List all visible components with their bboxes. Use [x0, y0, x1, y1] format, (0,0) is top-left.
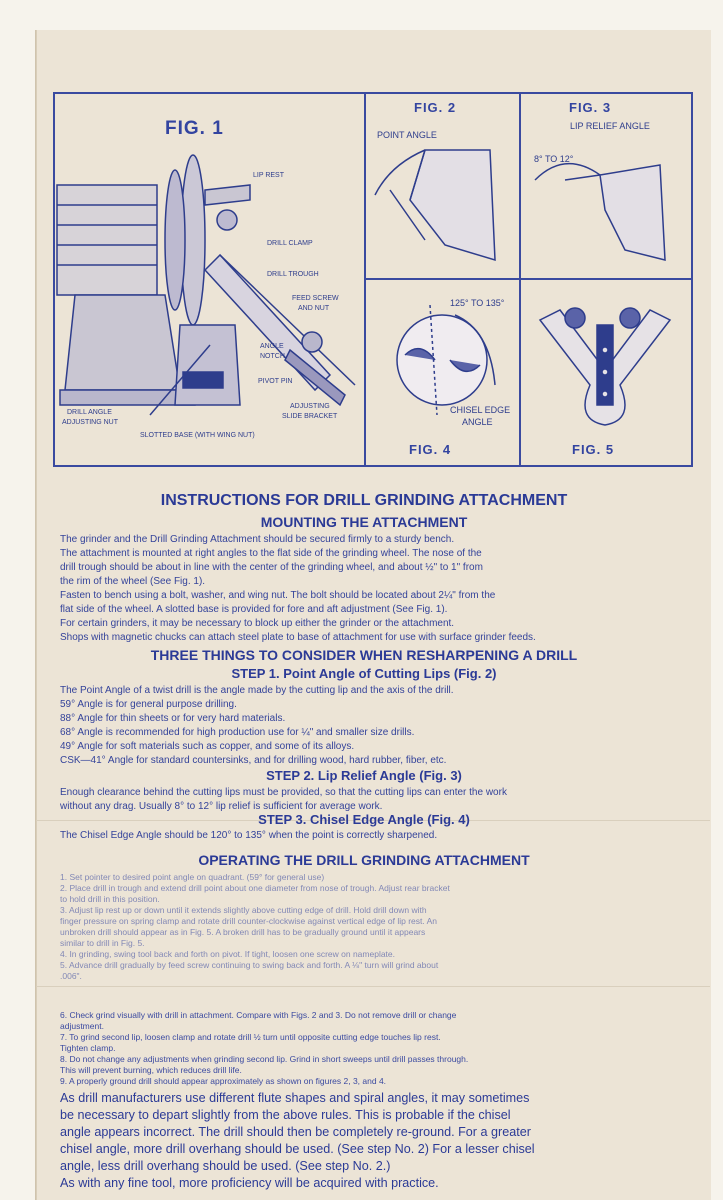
step1-line: 49° Angle for soft materials such as copper, and some of its alloys. [60, 741, 355, 752]
operating-line: adjustment. [60, 1021, 104, 1031]
step3-line: The Chisel Edge Angle should be 120° to 135° when the point is correctly sharpened. [60, 830, 438, 841]
operating-line: 4. In grinding, swing tool back and forth on pivot. If tight, loosen one screw on nameplate. [60, 949, 396, 959]
callout-adjusting: ADJUSTING [290, 403, 330, 410]
callout-and-nut: AND NUT [298, 305, 330, 312]
fig2-point-angle-label: POINT ANGLE [377, 130, 437, 140]
operating-line: Tighten clamp. [60, 1043, 116, 1053]
callout-feed-screw: FEED SCREW [292, 295, 339, 302]
operating-line: .006". [60, 971, 82, 981]
fold-line [36, 986, 710, 987]
closing-line: angle appears incorrect. The drill should then be completely re-ground. For a greater [60, 1125, 531, 1139]
mounting-line: Shops with magnetic chucks can attach steel plate to base of attachment for use with surface grinder feeds. [60, 632, 536, 643]
three-things-heading: THREE THINGS TO CONSIDER WHEN RESHARPENING A DRILL [150, 647, 578, 663]
fig3-lip-relief-label: LIP RELIEF ANGLE [570, 121, 650, 131]
operating-line: 8. Do not change any adjustments when grinding second lip. Grind in short sweeps until drill passes through. [60, 1054, 469, 1064]
fig5-lip-rest-illustration [530, 290, 685, 435]
operating-heading: OPERATING THE DRILL GRINDING ATTACHMENT [198, 852, 530, 868]
step2-line: Enough clearance behind the cutting lips must be provided, so that the cutting lips can enter the work [60, 787, 507, 798]
fig4-chisel-label: CHISEL EDGE [450, 405, 511, 415]
fig4-angle-label: ANGLE [462, 417, 493, 427]
operating-line: to hold drill in this position. [60, 894, 160, 904]
mounting-heading: MOUNTING THE ATTACHMENT [260, 514, 468, 530]
instructions-section-2 [60, 812, 668, 982]
operating-line: unbroken drill should appear as in Fig. 5. A broken drill has to be gradually ground until it appears [60, 927, 426, 937]
mounting-line: flat side of the wheel. A slotted base is provided for fore and aft adjustment (See Fig. 1). [60, 604, 448, 615]
mounting-line: Fasten to bench using a bolt, washer, and wing nut. The bolt should be located about 2¼" from the [60, 590, 496, 601]
fig1-title: FIG. 1 [165, 118, 224, 139]
mounting-line: For certain grinders, it may be necessary to block up either the grinder or the attachment. [60, 618, 455, 629]
operating-line: 2. Place drill in trough and extend drill point about one diameter from nose of trough. Adjust rear bracket [60, 883, 450, 893]
callout-drill-angle: DRILL ANGLE [67, 409, 112, 416]
instructions-title: INSTRUCTIONS FOR DRILL GRINDING ATTACHMENT [160, 492, 568, 509]
callout-notch: NOTCH [260, 353, 285, 360]
fig4-range-label: 125° TO 135° [450, 298, 505, 308]
step1-line: 59° Angle is for general purpose drilling. [60, 699, 237, 710]
fig2-drill-illustration [370, 140, 515, 275]
fig3-range-label: 8° TO 12° [534, 154, 574, 164]
closing-line: be necessary to depart slightly from the above rules. This is probable if the chisel [60, 1108, 511, 1122]
callout-slide-bracket: SLIDE BRACKET [282, 413, 338, 420]
operating-section-2 [60, 1010, 668, 1090]
step1-line: The Point Angle of a twist drill is the angle made by the cutting lip and the axis of the drill. [60, 685, 454, 696]
mounting-line: The grinder and the Drill Grinding Attachment should be secured firmly to a sturdy bench. [60, 534, 455, 545]
callout-angle: ANGLE [260, 343, 284, 350]
step2-heading: STEP 2. Lip Relief Angle (Fig. 3) [266, 768, 462, 783]
operating-line: 1. Set pointer to desired point angle on quadrant. (59° for general use) [60, 872, 325, 882]
closing-line: As drill manufacturers use different flute shapes and spiral angles, it may sometimes [60, 1091, 530, 1105]
fig3-title: FIG. 3 [569, 100, 612, 115]
operating-line: 5. Advance drill gradually by feed screw continuing to swing back and forth. A ⅛" turn will grind about [60, 960, 439, 970]
operating-line: 7. To grind second lip, loosen clamp and rotate drill ½ turn until opposite cutting edge touches lip rest. [60, 1032, 441, 1042]
fig2-title: FIG. 2 [414, 100, 457, 115]
operating-line: 3. Adjust lip rest up or down until it extends slightly above cutting edge of drill. Hold drill down with [60, 905, 427, 915]
mounting-line: the rim of the wheel (See Fig. 1). [60, 576, 206, 587]
divider [364, 278, 693, 280]
mounting-line: The attachment is mounted at right angles to the flat side of the grinding wheel. The nose of the [60, 548, 482, 559]
step1-line: 68° Angle is recommended for high production use for ¼" and smaller size drills. [60, 727, 415, 738]
instructions-section [60, 492, 668, 822]
step2-line: without any drag. Usually 8° to 12° lip relief is sufficient for average work. [60, 801, 383, 812]
step1-line: 88° Angle for thin sheets or for very hard materials. [60, 713, 286, 724]
fig4-title: FIG. 4 [409, 442, 452, 457]
operating-line: 9. A properly ground drill should appear approximately as shown on figures 2, 3, and 4. [60, 1076, 387, 1086]
fig4-drill-end-illustration [385, 300, 515, 420]
step1-line: CSK—41° Angle for standard countersinks, and for drilling wood, hard rubber, fiber, etc. [60, 755, 447, 766]
fig3-drill-illustration [525, 140, 690, 275]
operating-line: 6. Check grind visually with drill in attachment. Compare with Figs. 2 and 3. Do not remove drill or change [60, 1010, 457, 1020]
mounting-line: drill trough should be about in line with the center of the grinding wheel, and about ½" to 1" from [60, 562, 483, 573]
callout-slotted-base: SLOTTED BASE (WITH WING NUT) [140, 432, 255, 439]
callout-lip-rest: LIP REST [253, 172, 284, 179]
closing-line: chisel angle, more drill overhang should be used. (See step No. 2) For a lesser chisel [60, 1142, 535, 1156]
operating-line: finger pressure on spring clamp and rotate drill counter-clockwise against vertical edge of lip rest. An [60, 916, 438, 926]
step3-heading: STEP 3. Chisel Edge Angle (Fig. 4) [258, 812, 470, 827]
closing-line: As with any fine tool, more proficiency will be acquired with practice. [60, 1176, 439, 1190]
operating-line: similar to drill in Fig. 5. [60, 938, 145, 948]
step1-heading: STEP 1. Point Angle of Cutting Lips (Fig. 2) [231, 666, 497, 681]
callout-adjusting-nut: ADJUSTING NUT [62, 419, 118, 426]
callout-pivot-pin: PIVOT PIN [258, 378, 293, 385]
callout-drill-trough: DRILL TROUGH [267, 271, 319, 278]
fig5-title: FIG. 5 [572, 442, 615, 457]
operating-line: This will prevent burning, which reduces drill life. [60, 1065, 242, 1075]
closing-line: angle, less drill overhang should be used. (See step No. 2.) [60, 1159, 391, 1173]
callout-drill-clamp: DRILL CLAMP [267, 240, 313, 247]
